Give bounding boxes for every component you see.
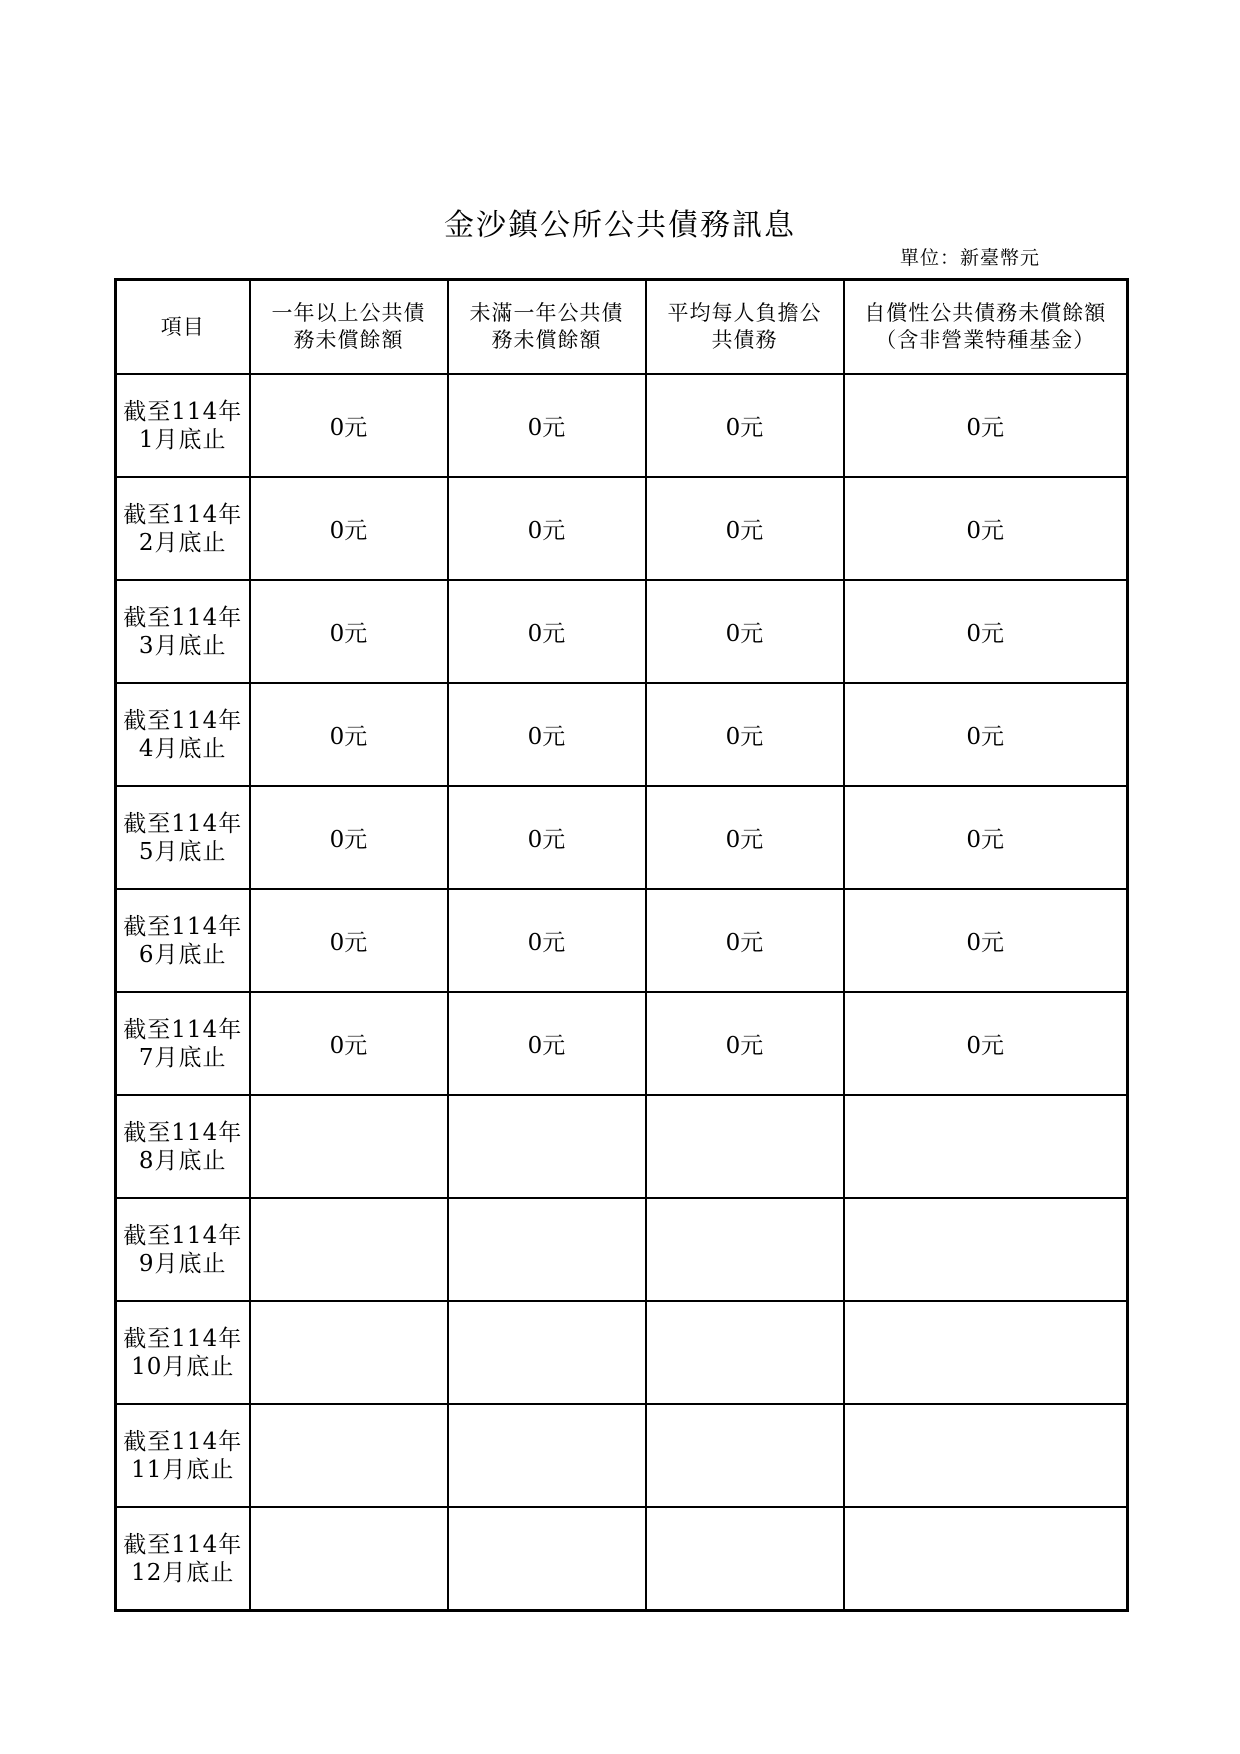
value-cell: 0元	[844, 374, 1128, 477]
value-cell	[250, 1404, 448, 1507]
row-period-cell	[116, 1404, 250, 1507]
period-line: 9月底止	[138, 1250, 227, 1277]
row-period-cell	[116, 1507, 250, 1611]
period-line: 截至114年	[123, 398, 243, 425]
value-cell: 0元	[844, 477, 1128, 580]
period-line: 1月底止	[138, 426, 227, 453]
value-cell: 0元	[844, 683, 1128, 786]
period-line: 11月底止	[131, 1456, 235, 1483]
value-cell	[448, 1198, 646, 1301]
value-cell	[448, 1301, 646, 1404]
value-cell	[250, 1095, 448, 1198]
value-cell	[646, 1198, 844, 1301]
value-cell: 0元	[646, 683, 844, 786]
value-cell: 0元	[448, 889, 646, 992]
header-line: （含非營業特種基金）	[875, 328, 1096, 352]
public-debt-table	[114, 278, 1129, 1612]
value-cell: 0元	[646, 889, 844, 992]
header-self-liquidating-debt	[844, 280, 1128, 375]
table-row	[116, 786, 1128, 889]
value-cell	[250, 1198, 448, 1301]
table-row	[116, 889, 1128, 992]
row-period-cell	[116, 374, 250, 477]
period-line: 5月底止	[138, 838, 227, 865]
period-line: 截至114年	[123, 1531, 243, 1558]
value-cell	[250, 1507, 448, 1611]
value-cell: 0元	[448, 374, 646, 477]
table-row	[116, 580, 1128, 683]
value-cell	[646, 1301, 844, 1404]
value-cell	[844, 1301, 1128, 1404]
header-line: 務未償餘額	[293, 328, 404, 352]
value-cell: 0元	[250, 580, 448, 683]
table-row	[116, 477, 1128, 580]
value-cell: 0元	[250, 786, 448, 889]
value-cell: 0元	[448, 786, 646, 889]
value-cell: 0元	[844, 580, 1128, 683]
header-line: 未滿一年公共債	[469, 301, 624, 325]
period-line: 7月底止	[138, 1044, 227, 1071]
value-cell	[448, 1507, 646, 1611]
row-period-cell	[116, 580, 250, 683]
period-line: 6月底止	[138, 941, 227, 968]
value-cell: 0元	[250, 889, 448, 992]
value-cell	[844, 1095, 1128, 1198]
header-line: 務未償餘額	[491, 328, 602, 352]
period-line: 3月底止	[138, 632, 227, 659]
row-period-cell	[116, 786, 250, 889]
header-long-term-debt	[250, 280, 448, 375]
value-cell	[844, 1507, 1128, 1611]
period-line: 截至114年	[123, 604, 243, 631]
value-cell	[844, 1198, 1128, 1301]
header-line: 共債務	[711, 328, 778, 352]
value-cell: 0元	[646, 992, 844, 1095]
period-line: 截至114年	[123, 1428, 243, 1455]
period-line: 截至114年	[123, 1325, 243, 1352]
period-line: 8月底止	[138, 1147, 227, 1174]
value-cell	[448, 1404, 646, 1507]
header-item	[116, 280, 250, 375]
period-line: 截至114年	[123, 1222, 243, 1249]
table-row	[116, 1095, 1128, 1198]
row-period-cell	[116, 992, 250, 1095]
table-row	[116, 374, 1128, 477]
row-period-cell	[116, 1095, 250, 1198]
value-cell: 0元	[250, 477, 448, 580]
period-line: 截至114年	[123, 501, 243, 528]
value-cell	[646, 1404, 844, 1507]
table-row	[116, 1507, 1128, 1611]
value-cell: 0元	[448, 477, 646, 580]
period-line: 截至114年	[123, 913, 243, 940]
header-per-capita-debt	[646, 280, 844, 375]
period-line: 截至114年	[123, 810, 243, 837]
period-line: 10月底止	[131, 1353, 235, 1380]
header-line: 項目	[160, 314, 205, 339]
value-cell: 0元	[448, 683, 646, 786]
value-cell: 0元	[646, 786, 844, 889]
value-cell: 0元	[448, 992, 646, 1095]
row-period-cell	[116, 683, 250, 786]
period-line: 截至114年	[123, 1016, 243, 1043]
header-line: 平均每人負擔公	[667, 301, 822, 325]
value-cell: 0元	[646, 374, 844, 477]
table-row	[116, 1301, 1128, 1404]
value-cell: 0元	[250, 683, 448, 786]
value-cell: 0元	[250, 374, 448, 477]
table-body	[116, 374, 1128, 1611]
period-line: 2月底止	[138, 529, 227, 556]
row-period-cell	[116, 1198, 250, 1301]
header-line: 一年以上公共債	[271, 301, 426, 325]
period-line: 截至114年	[123, 707, 243, 734]
table-row	[116, 992, 1128, 1095]
value-cell: 0元	[646, 580, 844, 683]
table-header-row	[116, 280, 1128, 375]
row-period-cell	[116, 477, 250, 580]
value-cell: 0元	[250, 992, 448, 1095]
period-line: 12月底止	[131, 1559, 235, 1586]
period-line: 截至114年	[123, 1119, 243, 1146]
value-cell	[250, 1301, 448, 1404]
value-cell: 0元	[448, 580, 646, 683]
row-period-cell	[116, 1301, 250, 1404]
currency-unit-label: 單位：新臺幣元	[900, 247, 1041, 269]
value-cell: 0元	[844, 889, 1128, 992]
value-cell	[646, 1507, 844, 1611]
table-row	[116, 683, 1128, 786]
value-cell	[844, 1404, 1128, 1507]
period-line: 4月底止	[138, 735, 227, 762]
value-cell	[646, 1095, 844, 1198]
value-cell	[448, 1095, 646, 1198]
header-line: 自償性公共債務未償餘額	[864, 301, 1107, 325]
value-cell: 0元	[844, 992, 1128, 1095]
page-title: 金沙鎮公所公共債務訊息	[444, 208, 796, 243]
row-period-cell	[116, 889, 250, 992]
value-cell: 0元	[646, 477, 844, 580]
value-cell: 0元	[844, 786, 1128, 889]
table-row	[116, 1404, 1128, 1507]
table-row	[116, 1198, 1128, 1301]
header-short-term-debt	[448, 280, 646, 375]
